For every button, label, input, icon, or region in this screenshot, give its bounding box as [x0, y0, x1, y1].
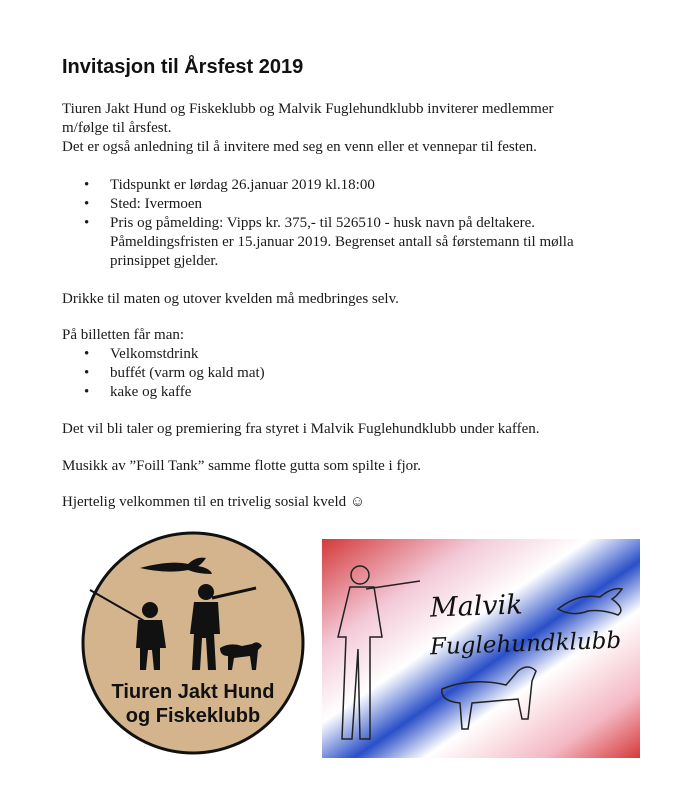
ticket-item: • Velkomstdrink: [110, 346, 199, 362]
list-item: [62, 383, 265, 402]
price-line: prinsippet gjelder.: [110, 253, 219, 269]
intro-line: m/følge til årsfest.: [62, 120, 172, 136]
welcome-note: Hjertelig velkommen til en trivelig sosial kveld ☺: [62, 494, 366, 510]
place-text: • Sted: Ivermoen: [110, 196, 203, 212]
list-item: [62, 176, 662, 195]
time-text: • Tidspunkt er lørdag 26.januar 2019 kl.18:00: [110, 177, 375, 193]
list-item: [62, 195, 662, 214]
intro-line: Tiuren Jakt Hund og Fiskeklubb og Malvik Fuglehundklubb inviterer medlemmer: [62, 101, 554, 117]
ticket-item: • buffét (varm og kald mat): [110, 365, 265, 381]
malvik-logo-line2: Fuglehundklubb: [429, 627, 622, 661]
list-item: [62, 364, 265, 383]
music-note: Musikk av ”Foill Tank” samme flotte gutta som spilte i fjor.: [62, 458, 422, 474]
tiuren-logo-graphic: [80, 530, 306, 756]
malvik-logo: [322, 539, 640, 758]
malvik-logo-line1: Malvik: [429, 589, 524, 624]
price-line: • Pris og påmelding: Vipps kr. 375,- til 526510 - husk navn på deltakere.: [110, 215, 536, 231]
logo-text-line2: og Fiskeklubb: [125, 705, 261, 727]
speeches-note: Det vil bli taler og premiering fra styret i Malvik Fuglehundklubb under kaffen.: [62, 421, 540, 437]
list-item: [62, 345, 265, 364]
ticket-heading: På billetten får man:: [62, 327, 185, 343]
details-list: [62, 176, 662, 271]
drinks-note: Drikke til maten og utover kvelden må medbringes selv.: [62, 291, 399, 307]
ticket-list: [62, 345, 265, 402]
intro-paragraph: [62, 100, 553, 157]
tiuren-logo: [80, 530, 306, 756]
list-item: [62, 214, 662, 271]
price-line: Påmeldingsfristen er 15.januar 2019. Begrenset antall så førstemann til mølla: [110, 234, 574, 250]
page-title: Invitasjon til Årsfest 2019: [62, 56, 304, 78]
ticket-item: • kake og kaffe: [110, 384, 192, 400]
logo-text-line1: Tiuren Jakt Hund: [111, 681, 275, 703]
intro-line: Det er også anledning til å invitere med seg en venn eller et vennepar til festen.: [62, 139, 537, 155]
